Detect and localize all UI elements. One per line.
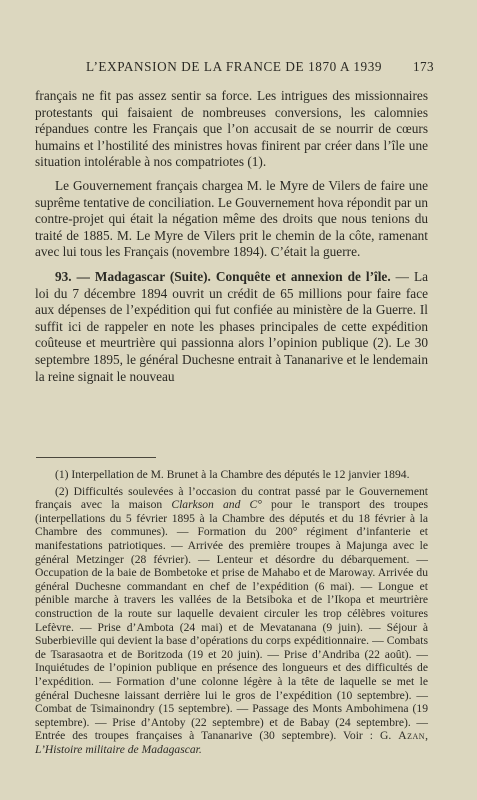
running-title: L’EXPANSION DE LA FRANCE DE 1870 A 1939 xyxy=(86,59,383,74)
footnote-2-text-b: pour le transport des troupes (interpellations du 5 février 1895 à la Chambre des députés et du 18 février à la Chambre des communes). — Formation du 200° régiment d’infanterie et manifestations patriotiques. — Arrivée des première troupes à Majunga avec le général Metzinger (28 février). — Lenteur et désordre du débarquement. — Occupation de la baie de Bombetoke et prise de Mahabo et de Maroway. Arrivée du général Duchesne commandant en chef de l’expédition (6 mai). — Longue et pénible marche à travers les vallées de la Betsiboka et de l’Ikopa et meurtrière construction de la route sur laquelle devaient circuler les trop célèbres voitures Lefèvre. — Prise d’Ambota (24 mai) et de Mevatanana (9 juin). — Séjour à Suberbieville qui devient la base d’opérations du corps expéditionnaire. — Combats de Tsarasaotra et de Boritzoda (19 et 20 juin). — Prise d’Andriba (22 août). — Inquiétudes de l’opinion publique en présence des longueurs et des difficultés de l’expédition. — Formation d’une colonne légère à la tête de laquelle se met le général Duchesne laissant derrière lui le gros de l’expédition (10 septembre). — Combat de Tsimainondry (15 septembre). — Passage des Monts Ambohimena (19 septembre). — Prise d’Antoby (22 septembre) et de Babay (24 septembre). — Entrée des troupes françaises à Tananarive (30 septembre). Voir : G. xyxy=(35,498,429,743)
footnote-2-work: L’Histoire militaire de Madagascar. xyxy=(35,742,202,756)
footnote-divider xyxy=(36,457,156,458)
footnote-2-text-c: , xyxy=(425,729,428,743)
footnote-1: (1) Interpellation de M. Brunet à la Chambre des députés le 12 janvier 1894. xyxy=(55,468,410,481)
footnote-2-text-a: (2) Difficultés soulevées à l’occasion du contrat passé par le Gouvernement français avec la maison xyxy=(35,484,428,512)
paragraph-3 xyxy=(35,269,428,385)
paragraph-3-text: — La loi du 7 décembre 1894 ouvrit un crédit de 65 millions pour faire face aux dépenses de l’expédition qui fut confiée au ministère de la Guerre. Il suffit ici de rappeler en note les phases principales de cette expédition coûteuse et meurtrière qui passionna alors l’opinion publique (2). Le 30 septembre 1895, le général Duchesne entrait à Tananarive et le lendemain la reine signait le nouveau xyxy=(35,268,428,384)
footnote-2 xyxy=(35,485,428,757)
paragraph-2: Le Gouvernement français chargea M. le Myre de Vilers de faire une suprême tentative de conciliation. Le Gouvernement hova répondit par un contre-projet qui était la négation même des droits que nous tenions du traité de 1885. M. Le Myre de Vilers prit le chemin de la côte, ramenant avec lui tous les Français (novembre 1894). C’était la guerre. xyxy=(35,177,428,260)
footnote-2-author: Azan xyxy=(398,729,426,743)
footnote-2-company: Clarkson and C° xyxy=(171,498,262,512)
section-heading: 93. — Madagascar (Suite). Conquête et annexion de l’île. xyxy=(55,268,391,284)
footnotes xyxy=(35,468,428,756)
main-text xyxy=(35,88,428,385)
page-number: 173 xyxy=(413,59,434,74)
running-header xyxy=(86,59,434,75)
paragraph-1: français ne fit pas assez sentir sa force. Les intrigues des missionnaires protestants qui faisaient de nombreuses conversions, les calomnies répandues contre les Français que l’on accusait de se nourrir de cœurs humains et l’hostilité des ministres hovas finirent par créer dans l’île une situation intolérable à nos compatriotes (1). xyxy=(35,88,428,170)
